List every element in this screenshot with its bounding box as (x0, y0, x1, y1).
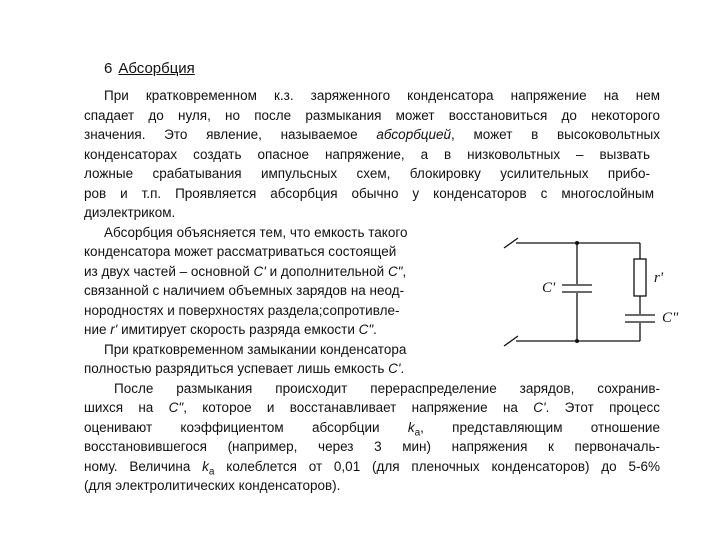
text-run: из двух частей – основной (84, 264, 254, 279)
label-r: r' (654, 270, 664, 286)
section-number: 6 (104, 60, 113, 77)
text-line: При кратковременном к.з. заряженного конденсатора напряжение на нем (104, 88, 660, 103)
text-run: полностью разрядиться успевает лишь емкость (84, 361, 389, 376)
text-line: После размыкания происходит перераспределение зарядов, сохранив- (114, 381, 660, 396)
label-c-main: C' (542, 280, 556, 296)
subscript-a: а (208, 466, 215, 478)
text-run: . (373, 322, 377, 337)
text-run: шихся на (84, 400, 169, 415)
text-line: (для электролитических конденсаторов). (84, 478, 341, 493)
symbol-k: k (202, 459, 209, 474)
symbol-c-add: C" (358, 322, 374, 337)
resistor-icon (634, 259, 646, 296)
text-line (84, 399, 660, 417)
text-line (84, 263, 406, 281)
symbol-c-add: C" (168, 400, 184, 415)
text-line: диэлектриком. (84, 205, 176, 220)
text-run: , которое и восстанавливает напряжение на (183, 400, 534, 415)
text-line: ров и т.п. Проявляется абсорбция обычно у конденсаторов с многослойным (84, 186, 654, 201)
text-run: оценивают коэффициентом абсорбции (84, 420, 408, 435)
text-line (84, 360, 404, 378)
symbol-c-main: C' (253, 264, 266, 279)
terminal-bottom-icon (504, 336, 518, 346)
text-run: ному. Величина (84, 459, 203, 474)
subscript-a: а (414, 427, 421, 439)
equivalent-circuit-diagram (490, 232, 690, 357)
junction-top-icon (575, 241, 579, 245)
junction-bottom-icon (575, 339, 579, 343)
text-run: , представляющим отношение (420, 420, 660, 435)
text-line: Абсорбция объясняется тем, что емкость такого (104, 225, 408, 240)
text-line: конденсатора может рассматриваться состоящей (84, 244, 397, 259)
text-line (84, 321, 377, 339)
text-line (84, 126, 660, 144)
text-run: , может в высоковольтных (451, 127, 660, 142)
symbol-r: r' (110, 322, 118, 337)
text-run: колеблется от 0,01 (для пленочных конденсаторов) до 5-6% (214, 459, 660, 474)
text-line: При кратковременном замыкании конденсатора (104, 342, 407, 357)
circuit-svg (490, 232, 690, 357)
term-absorption: абсорбцией (376, 127, 452, 142)
text-run: и дополнительной (265, 264, 388, 279)
text-run: ние (84, 322, 111, 337)
text-run: . (400, 361, 405, 376)
label-c-add: C" (662, 310, 679, 326)
symbol-c-main: C' (388, 361, 401, 376)
section-title: Абсорбция (118, 60, 195, 77)
text-run: . Этот процесс (545, 400, 661, 415)
text-line: конденсаторах создать опасное напряжение, а в низковольтных – вызвать (84, 147, 650, 162)
text-line: нородностях и поверхностях раздела;сопротивле- (84, 303, 400, 318)
section-heading (104, 60, 195, 78)
text-line: спадает до нуля, но после размыкания может восстановиться до некоторого (84, 108, 660, 123)
text-run: , (402, 264, 407, 279)
text-line: связанной с наличием объемных зарядов на неод- (84, 283, 405, 298)
text-line: восстановившегося (например, через 3 мин) напряжения к первоначаль- (84, 439, 660, 454)
symbol-k: k (407, 420, 415, 435)
text-run: имитирует скорость разряда емкости (117, 322, 359, 337)
symbol-c-main: C' (533, 400, 546, 415)
text-run: значения. Это явление, называемое (84, 127, 377, 142)
symbol-c-add: C" (387, 264, 403, 279)
text-line: ложные срабатывания импульсных схем, блокировку усилительных прибо- (84, 166, 650, 181)
terminal-top-icon (504, 238, 518, 248)
